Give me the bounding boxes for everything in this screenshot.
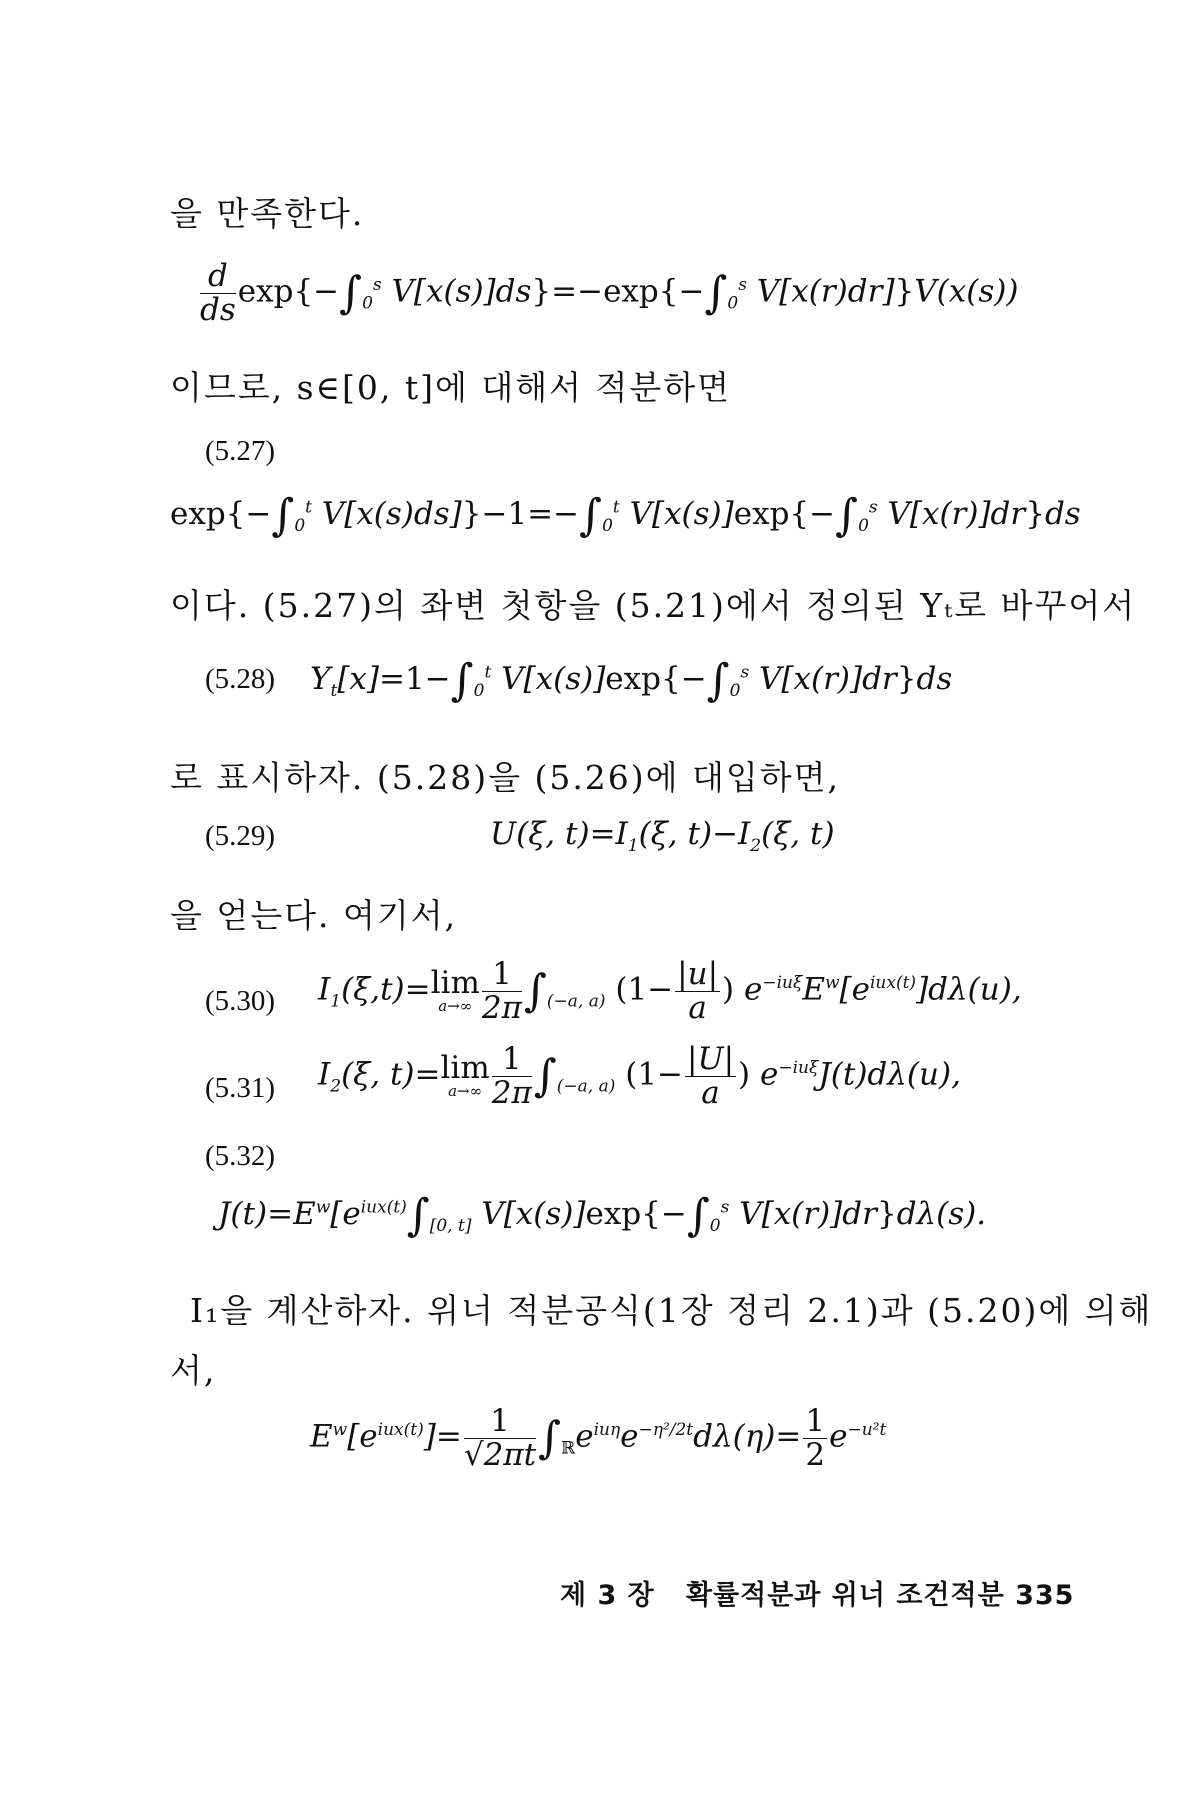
equation-label-5-27: (5.27)	[205, 435, 276, 467]
equation-5-27: $\exp\{-\int_0^t$ $V[x(s)ds]\}-1=-\int_0^t$ $V[x(s)]\exp\{-\int_0^s$ V[x(r)]dr}ds	[170, 490, 1081, 541]
equation-5-28: $Y_t[x]=1-\int_0^t$ $V[x(s)]\exp\{-\int_0^s$ V[x(r)]dr}ds	[310, 655, 953, 706]
paragraph-1: 을 만족한다.	[170, 194, 365, 233]
equation-label-5-29: (5.29)	[205, 820, 276, 852]
footer-title: 확률적분과 위너 조건적분	[685, 1580, 1005, 1611]
paragraph-2: 이므로, s∈[0, t]에 대해서 적분하면	[170, 368, 731, 407]
paragraph-4: 로 표시하자. (5.28)을 (5.26)에 대입하면,	[170, 758, 841, 797]
paragraph-5: 을 얻는다. 여기서,	[170, 896, 458, 935]
paragraph-6: I₁을 계산하자. 위너 적분공식(1장 정리 2.1)과 (5.20)에 의해	[190, 1291, 1153, 1330]
equation-label-5-32: (5.32)	[205, 1140, 276, 1172]
page-footer	[560, 1573, 1074, 1612]
footer-page-number: 335	[1015, 1580, 1075, 1611]
equation-label-5-30: (5.30)	[205, 985, 276, 1017]
equation-5-30: $I_1(\xi,t)=$ lim a→∞ $\frac{1}{2\pi}$ $\int_{(-a, a)}$ (1− $\frac{|u|}{a}$ ) $e^{-iu\xi}E^w[e^{iux(t)}]d\lambda(u)$,	[318, 956, 1022, 1026]
equation-wiener-formula: $E^w[e^{iux(t)}]=$ $\frac{1}{√2\pi t}$ $\int_ℝe^{iu\eta}e^{-\eta^2/2t}d\lambda(\eta)=$ $\frac{1}{2}$ $e^{-u^2t}$	[310, 1403, 887, 1473]
equation-derivative: $\frac{d}{ds}$ $\exp\{-\int_0^s$ $V[x(s)]ds\}=-\exp\{-\int_0^s$ V[x(r)dr]}V(x(s))	[200, 258, 1019, 328]
equation-5-32: $J(t)=E^w[e^{iux(t)}\int_{[0, t]}$ $V[x(s)]\exp\{-\int_0^s$ V[x(r)]dr}dλ(s).	[218, 1190, 987, 1241]
paragraph-7: 서,	[170, 1351, 217, 1390]
equation-5-31: $I_2(\xi$, t)= lim a→∞ $\frac{1}{2\pi}$ $\int_{(-a, a)}$ (1− $\frac{|U|}{a}$ ) $e^{-iu\xi}J(t)d\lambda(u)$,	[318, 1041, 961, 1111]
equation-5-29: U(ξ, $t)=I_1(\xi$, $t)-I_2(\xi$, t)	[490, 816, 835, 857]
paragraph-3: 이다. (5.27)의 좌변 첫항을 (5.21)에서 정의된 Yₜ로 바꾸어서	[170, 586, 1137, 625]
equation-label-5-28: (5.28)	[205, 663, 276, 695]
footer-chapter: 제 3 장	[560, 1580, 655, 1611]
equation-label-5-31: (5.31)	[205, 1072, 276, 1104]
